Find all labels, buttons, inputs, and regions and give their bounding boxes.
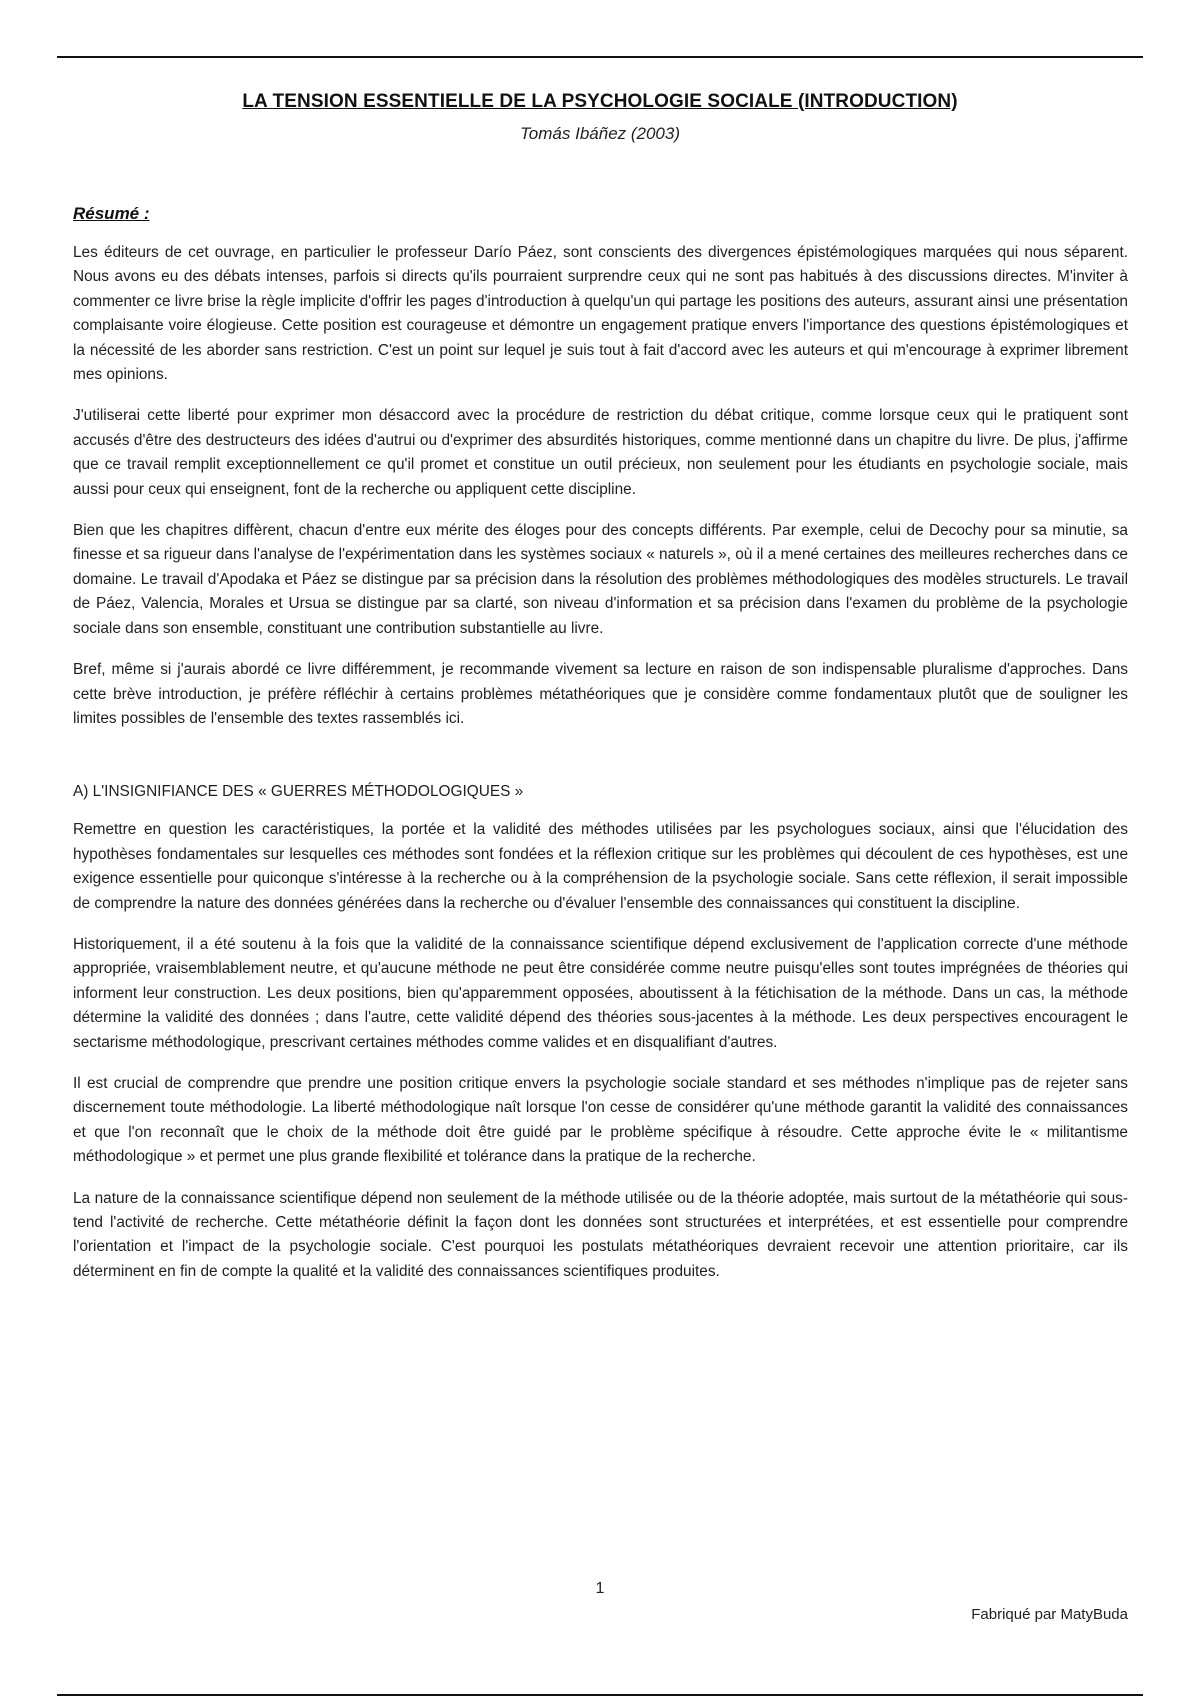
page-number: 1: [595, 1580, 605, 1597]
section-a-paragraph: Historiquement, il a été soutenu à la fois que la validité de la connaissance scientifique dépend exclusivement de l'application correcte d'une méthode appropriée, vraisemblablement neutre, et qu'aucune méthode ne peut être considérée comme neutre puisqu'elles sont toutes imprégnées de théories qui informent leur construction. Les deux positions, bien qu'apparemment opposées, aboutissent à la fétichisation de la méthode. Dans un cas, la méthode détermine la validité des données ; dans l'autre, cette validité dépend des théories sous-jacentes à la méthode. Les deux perspectives encouragent le sectarisme méthodologique, prescrivant certaines méthodes comme valides et en disqualifiant d'autres.: [73, 935, 1128, 1051]
section-a-heading: A) L'INSIGNIFIANCE DES « GUERRES MÉTHODOLOGIQUES »: [73, 783, 524, 801]
document-author: Tomás Ibáñez (2003): [519, 124, 681, 143]
footer-credit: Fabriqué par MatyBuda: [971, 1606, 1128, 1623]
section-a-paragraph: Remettre en question les caractéristiques, la portée et la validité des méthodes utilisées par les psychologues sociaux, ainsi que l'élucidation des hypothèses fondamentales sur lesquelles ces méthodes sont fondées et la réflexion critique sur les problèmes qui découlent de ces hypothèses, est une exigence essentielle pour quiconque s'intéresse à la recherche ou à la compréhension de la psychologie sociale. Sans cette réflexion, il serait impossible de comprendre la nature des données générées dans la recherche ou d'évaluer l'ensemble des connaissances qui constituent la discipline.: [73, 821, 1128, 912]
section-a-paragraph: La nature de la connaissance scientifique dépend non seulement de la méthode utilisée ou de la théorie adoptée, mais surtout de la métathéorie qui sous-tend l'activité de recherche. Cette métathéorie définit la façon dont les données sont structurées et interprétées, et est essentielle pour comprendre l'orientation et l'impact de la psychologie sociale. C'est pourquoi les postulats métathéoriques devraient recevoir une attention prioritaire, car ils déterminent en fin de compte la qualité et la validité des connaissances scientifiques produites.: [73, 1189, 1128, 1280]
summary-paragraph: Bref, même si j'aurais abordé ce livre différemment, je recommande vivement sa lecture en raison de son indispensable pluralisme d'approches. Dans cette brève introduction, je préfère réfléchir à certains problèmes métathéoriques que je considère comme fondamentaux plutôt que de souligner les limites possibles de l'ensemble des textes rassemblés ici.: [73, 661, 1128, 727]
bottom-rule: [57, 1694, 1143, 1696]
document-title: LA TENSION ESSENTIELLE DE LA PSYCHOLOGIE SOCIALE (INTRODUCTION): [242, 90, 958, 112]
summary-heading: Résumé :: [73, 204, 150, 223]
summary-paragraph: Les éditeurs de cet ouvrage, en particulier le professeur Darío Páez, sont conscients des divergences épistémologiques marquées qui nous séparent. Nous avons eu des débats intenses, parfois si directs qu'ils pourraient surprendre ceux qui ne sont pas habitués à des discussions directes. M'inviter à commenter ce livre brise la règle implicite d'offrir les pages d'introduction à quelqu'un qui partage les positions des auteurs, assurant ainsi une présentation complaisante voire élogieuse. Cette position est courageuse et démontre un engagement pratique envers l'importance des questions épistémologiques et la nécessité de les aborder sans restriction. C'est un point sur lequel je suis tout à fait d'accord avec les auteurs et qui m'encourage à exprimer librement mes opinions.: [73, 244, 1128, 384]
top-rule: [57, 56, 1143, 58]
document-body: [73, 204, 1128, 1301]
section-a-paragraph: Il est crucial de comprendre que prendre une position critique envers la psychologie sociale standard et ses méthodes n'implique pas de rejeter sans discernement toute méthodologie. La liberté méthodologique naît lorsque l'on cesse de considérer qu'une méthode garantit la validité des connaissances et que l'on reconnaît que le choix de la méthode doit être guidé par le problème spécifique à résoudre. Cette approche évite le « militantisme méthodologique » et permet une plus grande flexibilité et tolérance dans la pratique de la recherche.: [73, 1074, 1128, 1166]
summary-paragraph: J'utiliserai cette liberté pour exprimer mon désaccord avec la procédure de restriction du débat critique, comme lorsque ceux qui le pratiquent sont accusés d'être des destructeurs des idées d'autrui ou d'exprimer des absurdités historiques, comme mentionné dans un chapitre du livre. De plus, j'affirme que ce travail remplit exceptionnellement ce qu'il promet et constitue un outil précieux, non seulement pour les étudiants en psychologie sociale, mais aussi pour ceux qui enseignent, font de la recherche ou appliquent cette discipline.: [73, 407, 1128, 498]
summary-paragraph: Bien que les chapitres diffèrent, chacun d'entre eux mérite des éloges pour des concepts différents. Par exemple, celui de Decochy pour sa minutie, sa finesse et sa rigueur dans l'analyse de l'expérimentation dans les systèmes sociaux « naturels », où il a mené certaines des meilleures recherches dans ce domaine. Le travail d'Apodaka et Páez se distingue par sa précision dans la résolution des problèmes méthodologiques des modèles structurels. Le travail de Páez, Valencia, Morales et Ursua se distingue par sa clarté, son niveau d'information et sa précision dans l'examen du problème de la psychologie sociale dans son ensemble, constituant une contribution substantielle au livre.: [73, 522, 1128, 637]
